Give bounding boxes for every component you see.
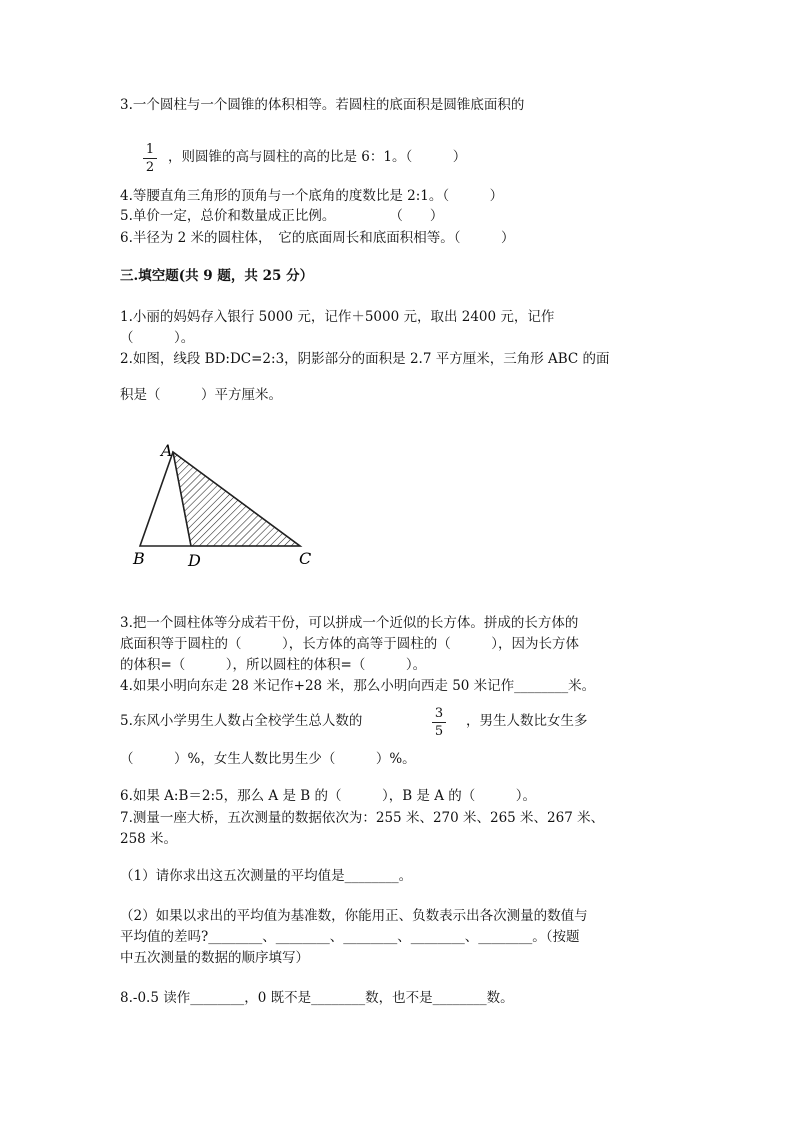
fill-q1-line1: 1.小丽的妈妈存入银行 5000 元，记作＋5000 元，取出 2400 元，记作	[120, 309, 555, 325]
label-b: B	[133, 549, 145, 568]
fill-q7-line1: 7.测量一座大桥，五次测量的数据依次为：255 米、270 米、265 米、267 米、	[120, 810, 605, 826]
fraction-bar	[143, 158, 157, 159]
label-d: D	[188, 551, 201, 570]
judge-q3-fraction	[143, 142, 157, 175]
fill-q5-fraction	[432, 706, 446, 739]
fill-q7-sub2-line3: 中五次测量的数据的顺序填写）	[120, 950, 309, 966]
judge-q6: 6.半径为 2 米的圆柱体， 它的底面周长和底面积相等。（ ）	[120, 230, 515, 246]
judge-q3-line2: ，则圆锥的高与圆柱的高的比是 6：1。（ ）	[168, 149, 467, 165]
fill-q8: 8.-0.5 读作________，0 既不是________数，也不是________数。	[120, 990, 514, 1006]
label-a: A	[161, 441, 173, 460]
judge-q3-line1: 3.一个圆柱与一个圆锥的体积相等。若圆柱的底面积是圆锥底面积的	[120, 97, 525, 113]
fill-q5-line1b: ，男生人数比女生多	[466, 713, 588, 729]
fraction-denominator: 2	[145, 160, 155, 175]
fraction-numerator: 3	[434, 706, 444, 721]
fill-q7-sub1: （1）请你求出这五次测量的平均值是________。	[120, 868, 413, 884]
fill-q3-line3: 的体积=（ ），所以圆柱的体积=（ ）。	[120, 657, 427, 673]
fraction-numerator: 1	[145, 142, 155, 157]
section-title: 三.填空题(共 9 题，共 25 分）	[120, 268, 314, 284]
fraction-denominator: 5	[434, 724, 444, 739]
fill-q7-sub2-line1: （2）如果以求出的平均值为基准数，你能用正、负数表示出各次测量的数值与	[120, 908, 588, 924]
fraction-bar	[432, 722, 446, 723]
fill-q2-line2: 积是（ ）平方厘米。	[120, 387, 282, 403]
fill-q7-line2: 258 米。	[120, 831, 178, 847]
fill-q2-line1: 2.如图，线段 BD:DC=2:3，阴影部分的面积是 2.7 平方厘米，三角形 ABC 的面	[120, 351, 610, 367]
fill-q7-sub2-line2: 平均值的差吗?________、________、________、________、________。（按题	[120, 929, 580, 945]
label-c: C	[299, 549, 312, 568]
fill-q5-line1: 5.东风小学男生人数占全校学生总人数的	[120, 713, 363, 729]
fill-q1-line2: （ ）。	[120, 330, 195, 346]
judge-q4: 4.等腰直角三角形的顶角与一个底角的度数比是 2:1。（ ）	[120, 188, 504, 204]
fill-q3-line2: 底面积等于圆柱的（ ），长方体的高等于圆柱的（ ），因为长方体	[120, 636, 579, 652]
triangle-figure	[128, 440, 328, 575]
fill-q3-line1: 3.把一个圆柱体等分成若干份，可以拼成一个近似的长方体。拼成的长方体的	[120, 615, 579, 631]
fill-q4: 4.如果小明向东走 28 米记作+28 米，那么小明向西走 50 米记作________米。	[120, 678, 596, 694]
judge-q5: 5.单价一定，总价和数量成正比例。 （ ）	[120, 208, 444, 224]
fill-q6: 6.如果 A:B＝2:5，那么 A 是 B 的（ ），B 是 A 的（ ）。	[120, 788, 536, 804]
fill-q5-line2: （ ）%，女生人数比男生少（ ）%。	[120, 751, 416, 767]
